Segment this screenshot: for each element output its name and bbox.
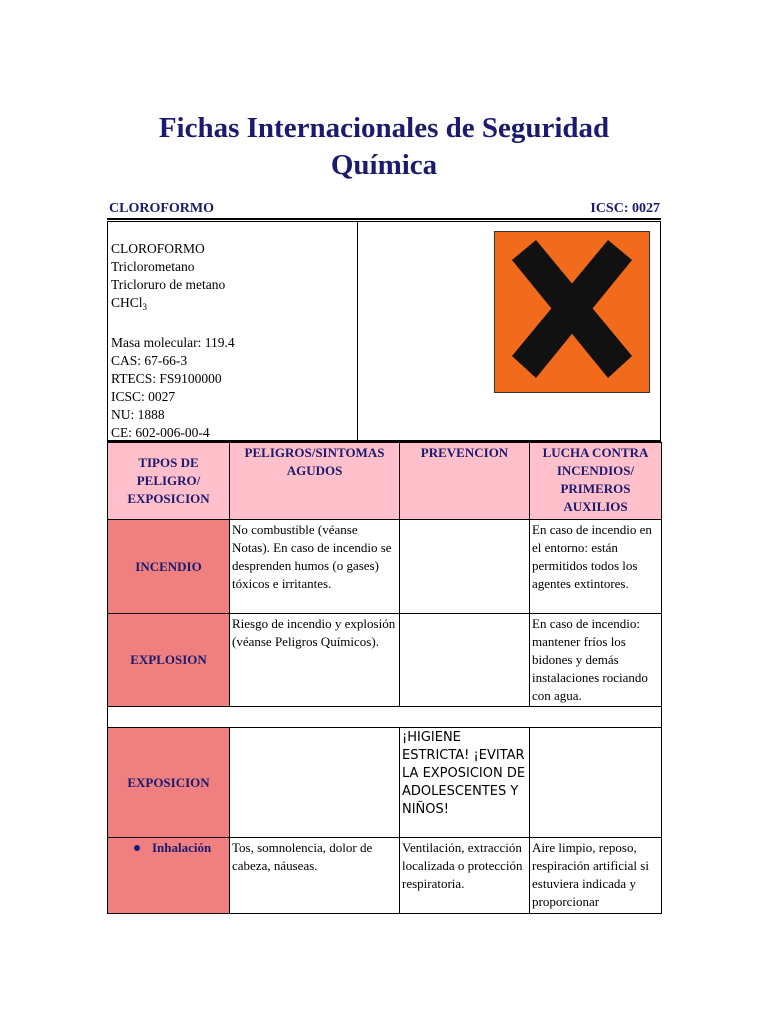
identity-formula [111, 294, 357, 316]
exposicion-prevention: ¡HIGIENE ESTRICTA! ¡EVITAR LA EXPOSICION DE ADOLESCENTES Y NIÑOS! [400, 728, 530, 838]
inhalacion-aid: Aire limpio, reposo, respiración artificial si estuviera indicada y proporcionar [530, 838, 662, 914]
identity-icsc: ICSC: 0027 [111, 389, 176, 404]
explosion-prevention [400, 614, 530, 707]
identification-box [107, 221, 358, 441]
incendio-symptoms: No combustible (véanse Notas). En caso de incendio se desprenden humos (o gases) tóxicos e irritantes. [230, 520, 400, 614]
row-label-explosion: EXPLOSION [108, 614, 230, 707]
title-line-2: Química [330, 149, 438, 181]
incendio-prevention [400, 520, 530, 614]
icsc-number: ICSC: 0027 [590, 201, 660, 216]
bullet-icon [134, 845, 140, 851]
pictogram-box [357, 221, 661, 441]
page-title [0, 110, 768, 184]
exposicion-symptoms [230, 728, 400, 838]
table-row [108, 838, 662, 914]
identity-synonym-2: Tricloruro de metano [111, 277, 226, 292]
header-type: TIPOS DE PELIGRO/ EXPOSICION [108, 443, 230, 520]
identity-synonym-1: Triclorometano [111, 259, 195, 274]
explosion-symptoms: Riesgo de incendio y explosión (véanse Peligros Químicos). [230, 614, 400, 707]
header-rule [107, 218, 661, 220]
identity-name: CLOROFORMO [111, 241, 205, 256]
identity-cas: CAS: 67-66-3 [111, 353, 188, 368]
table-row [108, 728, 662, 838]
substance-name: CLOROFORMO [109, 201, 214, 216]
identity-ce: CE: 602-006-00-4 [111, 425, 210, 440]
row-label-exposicion: EXPOSICION [108, 728, 230, 838]
table-spacer-row [108, 707, 662, 728]
exposicion-aid [530, 728, 662, 838]
identity-molecular-mass: Masa molecular: 119.4 [111, 335, 235, 350]
formula-main: CHCl [111, 295, 143, 310]
identity-nu: NU: 1888 [111, 407, 165, 422]
explosion-aid: En caso de incendio: mantener fríos los bidones y demás instalaciones rociando con agua. [530, 614, 662, 707]
identity-rtecs: RTECS: FS9100000 [111, 371, 222, 386]
inhalacion-prevention: Ventilación, extracción localizada o protección respiratoria. [400, 838, 530, 914]
table-row [108, 520, 662, 614]
hazard-table [107, 442, 662, 914]
header-prevention: PREVENCION [400, 443, 530, 520]
header-firefighting: LUCHA CONTRA INCENDIOS/ PRIMEROS AUXILIOS [530, 443, 662, 520]
inhalacion-label: Inhalación [152, 840, 212, 855]
incendio-aid: En caso de incendio en el entorno: están permitidos todos los agentes extintores. [530, 520, 662, 614]
title-line-1: Fichas Internacionales de Seguridad [158, 112, 610, 144]
harmful-x-icon [494, 231, 650, 393]
row-label-incendio: INCENDIO [108, 520, 230, 614]
inhalacion-symptoms: Tos, somnolencia, dolor de cabeza, náuseas. [230, 838, 400, 914]
row-label-inhalacion [108, 838, 230, 914]
formula-subscript: 3 [142, 302, 148, 312]
header-symptoms: PELIGROS/SINTOMAS AGUDOS [230, 443, 400, 520]
table-header-row [108, 443, 662, 520]
table-row [108, 614, 662, 707]
